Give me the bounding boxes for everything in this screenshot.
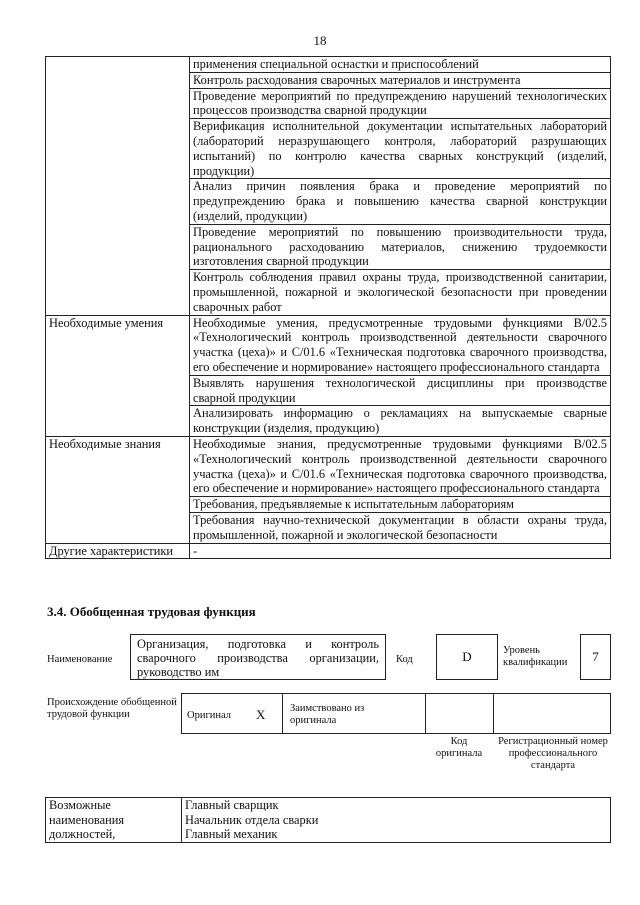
table-cell: Требования, предъявляемые к испытательным лабораториям bbox=[190, 497, 611, 513]
table-cell: Контроль соблюдения правил охраны труда, производственной санитарии, промышленной, пожарной и экологической безопасности при проведении сварочных работ bbox=[190, 270, 611, 315]
code-label: Код bbox=[396, 654, 413, 665]
table-row bbox=[46, 798, 611, 843]
table-cell: Контроль расходования сварочных материалов и инструмента bbox=[190, 72, 611, 88]
level-label: Уровень квалификации bbox=[503, 645, 568, 668]
table-row bbox=[46, 57, 611, 73]
table-cell: Проведение мероприятий по повышению производительности труда, рационального расходованию материалов, снижению трудоемкости изготовления сварной продукции bbox=[190, 224, 611, 269]
origin-label: Происхождение обобщенной трудовой функции bbox=[47, 697, 177, 720]
table-cell: применения специальной оснастки и приспособлений bbox=[190, 57, 611, 73]
borrowed-label: Заимствовано из оригинала bbox=[290, 703, 365, 726]
table-cell: Необходимые знания, предусмотренные трудовыми функциями В/02.5 «Технологический контроль производственной деятельности сварочного участка (цеха)» и С/01.6 «Техническая подготовка сварочного производства, его обеспечение и нормирование» настоящего профессионального стандарта bbox=[190, 436, 611, 496]
code-box: D bbox=[436, 634, 498, 680]
knowledge-label: Необходимые знания bbox=[46, 436, 190, 543]
position-item: Главный сварщик bbox=[185, 798, 279, 812]
function-name-box: Организация, подготовка и контроль сварочного производства организации, руководство им bbox=[130, 634, 386, 680]
skills-label: Необходимые умения bbox=[46, 315, 190, 436]
section-title: 3.4. Обобщенная трудовая функция bbox=[47, 604, 256, 619]
position-item: Начальник отдела сварки bbox=[185, 812, 319, 827]
table-cell: Необходимые умения, предусмотренные трудовыми функциями В/02.5 «Технологический контроль производственной деятельности сварочного участка (цеха)» и С/01.6 «Техническая подготовка сварочного производства, его обеспечение и нормирование» настоящего профессионального стандарта bbox=[190, 315, 611, 375]
level-box: 7 bbox=[580, 634, 611, 680]
competence-table bbox=[45, 56, 611, 559]
table-cell: Анализировать информацию о рекламациях на выпускаемые сварные конструкции (изделия, продукцию) bbox=[190, 406, 611, 437]
original-mark: X bbox=[256, 707, 266, 722]
positions-label: Возможные наименования должностей, bbox=[46, 798, 182, 843]
table-cell: Анализ причин появления брака и проведение мероприятий по предупреждению брака и повышению качества сварной конструкции (изделий, продукции) bbox=[190, 179, 611, 224]
table-row bbox=[46, 436, 611, 496]
table-row bbox=[46, 315, 611, 375]
code-original-label: Код оригинала bbox=[435, 736, 483, 759]
table-row bbox=[46, 543, 611, 559]
table-cell: Требования научно-технической документации в области охраны труда, промышленной, пожарной и экологической безопасности bbox=[190, 512, 611, 543]
table-cell: Верификация исполнительной документации испытательных лабораторий (лабораторий неразрушающего контроля, лабораторий разрушающих испытаний) по контролю качества сварных конструкций (изделий, продукции) bbox=[190, 119, 611, 179]
actions-label-cell bbox=[46, 57, 190, 316]
page-number: 18 bbox=[313, 33, 327, 48]
positions-values bbox=[182, 798, 611, 843]
other-value: - bbox=[190, 543, 611, 559]
other-label: Другие характеристики bbox=[46, 543, 190, 559]
reg-number-label: Регистрационный номер профессионального стандарта bbox=[498, 736, 608, 771]
divider bbox=[493, 693, 494, 734]
table-cell: Выявлять нарушения технологической дисциплины при производстве сварной продукции bbox=[190, 375, 611, 406]
original-label: Оригинал bbox=[187, 710, 231, 721]
name-label: Наименование bbox=[47, 654, 113, 665]
positions-table bbox=[45, 797, 611, 843]
position-item: Главный механик bbox=[185, 827, 278, 842]
divider bbox=[425, 693, 426, 734]
table-cell: Проведение мероприятий по предупреждению нарушений технологических процессов производства сварной продукции bbox=[190, 88, 611, 119]
divider bbox=[282, 693, 283, 734]
